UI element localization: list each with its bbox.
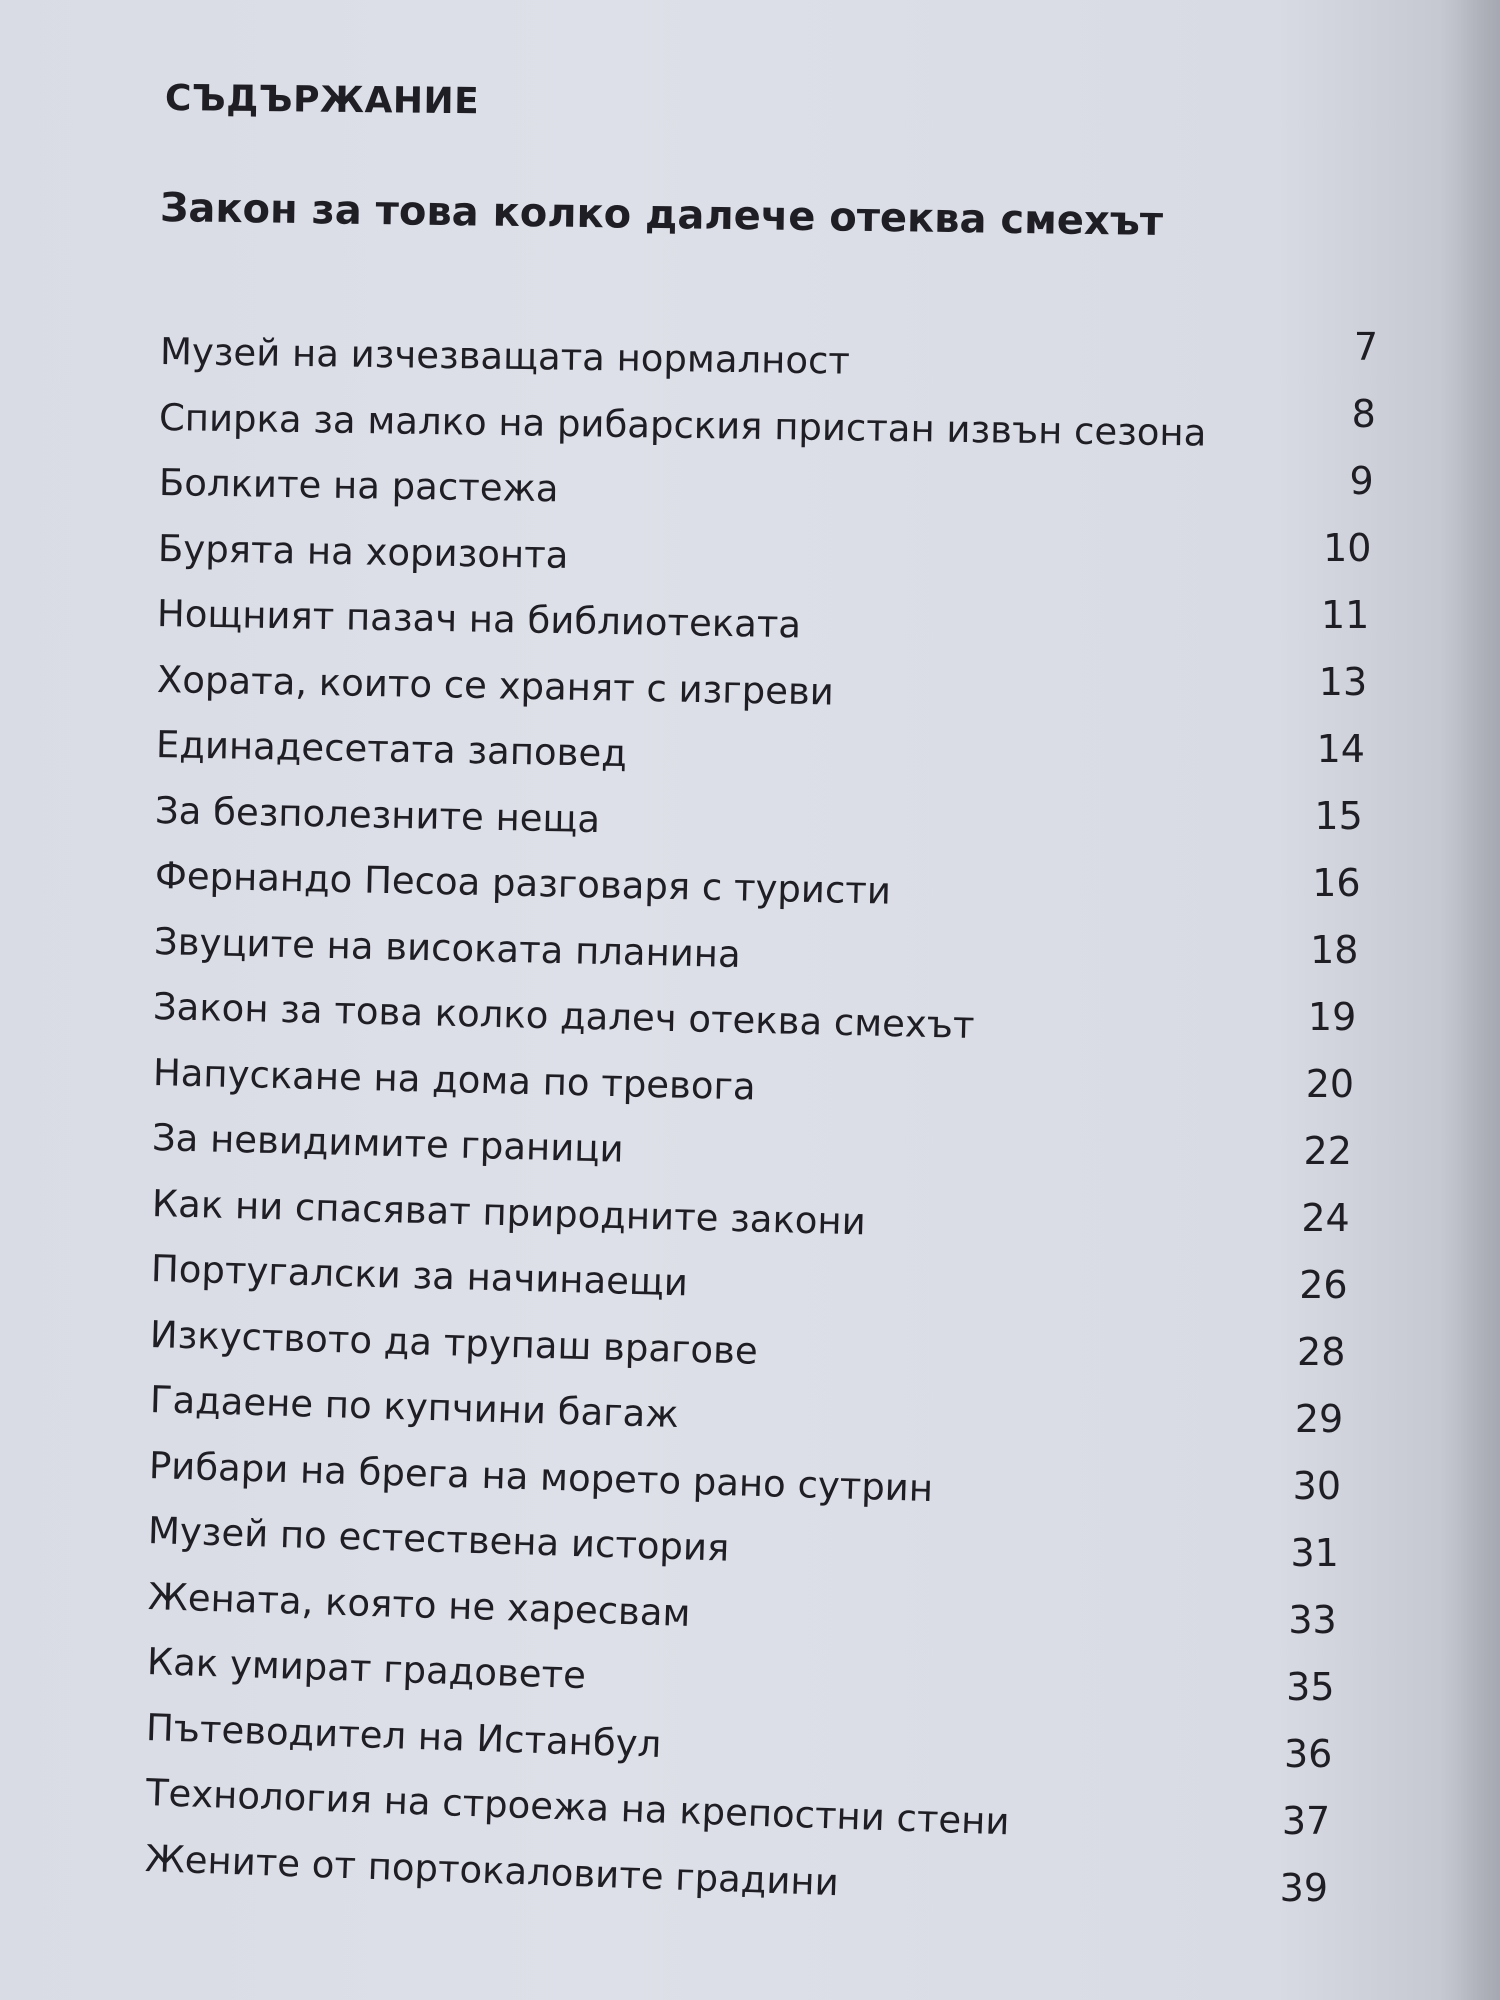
toc-entry-page-number: 9 — [1349, 459, 1374, 503]
toc-entry-page-number: 19 — [1307, 995, 1357, 1039]
toc-entry-page-number: 33 — [1288, 1598, 1337, 1642]
toc-entry-page-number: 13 — [1318, 660, 1368, 704]
toc-entry-page-number: 15 — [1314, 794, 1363, 838]
toc-entry-page-number: 30 — [1292, 1464, 1342, 1508]
toc-entry-page-number: 26 — [1299, 1263, 1348, 1307]
toc-entry-title: Единадесетата заповед — [155, 723, 628, 776]
toc-entry-page-number: 31 — [1290, 1531, 1339, 1575]
toc-entry-title: Гадаене по купчини багаж — [148, 1378, 679, 1437]
toc-entry-title: Как умират градовете — [146, 1640, 587, 1698]
toc-entry-title: Жената, която не харесвам — [146, 1574, 691, 1635]
toc-entry-page-number: 18 — [1310, 928, 1359, 972]
toc-entry-title: Португалски за начинаещи — [150, 1247, 689, 1305]
toc-entry-title: Болките на растежа — [158, 461, 559, 511]
toc-entry-title: Жените от портокаловите градини — [144, 1836, 840, 1904]
toc-entry-page-number: 8 — [1351, 392, 1376, 436]
toc-entry-page-number: 35 — [1286, 1665, 1335, 1709]
toc-entry-page-number: 37 — [1281, 1799, 1331, 1843]
toc-entry-title: Как ни спасяват природните закони — [150, 1181, 866, 1243]
toc-entry-page-number: 16 — [1312, 861, 1361, 905]
toc-entry-title: Пътеводител на Истанбул — [145, 1705, 663, 1766]
toc-entry-title: Хората, които се хранят с изгреви — [156, 657, 834, 714]
toc-entry-page-number: 14 — [1316, 727, 1365, 771]
toc-entry-title: Изкуството да трупаш врагове — [149, 1312, 759, 1373]
toc-entry-page-number: 36 — [1283, 1732, 1333, 1776]
toc-entry-page-number: 29 — [1294, 1397, 1344, 1441]
toc-entry-page-number: 20 — [1305, 1062, 1355, 1106]
toc-entry-title: Бурята на хоризонта — [157, 526, 569, 577]
toc-entry-page-number: 28 — [1297, 1330, 1346, 1374]
toc-entry-page-number: 22 — [1303, 1129, 1352, 1173]
toc-entry-page-number: 39 — [1279, 1866, 1328, 1910]
toc-entry-page-number: 7 — [1353, 325, 1378, 369]
toc-entry-title: Музей по естествена история — [147, 1509, 731, 1570]
toc-entry-title: Технология на строежа на крепостни стени — [144, 1771, 1010, 1844]
toc-entry-page-number: 24 — [1301, 1196, 1350, 1240]
toc-entry-title: Закон за това колко далеч отеква смехът — [152, 985, 976, 1047]
toc-entry-title: За невидимите граници — [151, 1116, 625, 1171]
toc-entry-title: Рибари на брега на морето рано сутрин — [148, 1443, 934, 1510]
toc-entry-title: Напускане на дома по тревога — [152, 1050, 756, 1108]
toc-entry-title: Нощният пазач на библиотеката — [157, 592, 802, 647]
toc-entry-title: Музей на изчезващата нормалност — [159, 330, 851, 383]
toc-entry-title: За безполезните неща — [154, 788, 601, 841]
page-fold-shadow — [1440, 0, 1500, 2000]
toc-entry-title: Спирка за малко на рибарския пристан извън сезона — [159, 395, 1208, 455]
toc-entry-title: Фернандо Песоа разговаря с туристи — [154, 854, 892, 913]
section-title: Закон за това колко далече отеква смехът — [159, 185, 1164, 246]
toc-entry-page-number: 11 — [1320, 593, 1370, 637]
toc-entry-page-number: 10 — [1323, 526, 1372, 570]
toc-entry-title: Звуците на високата планина — [153, 919, 742, 976]
contents-heading: СЪДЪРЖАНИЕ — [164, 78, 480, 123]
